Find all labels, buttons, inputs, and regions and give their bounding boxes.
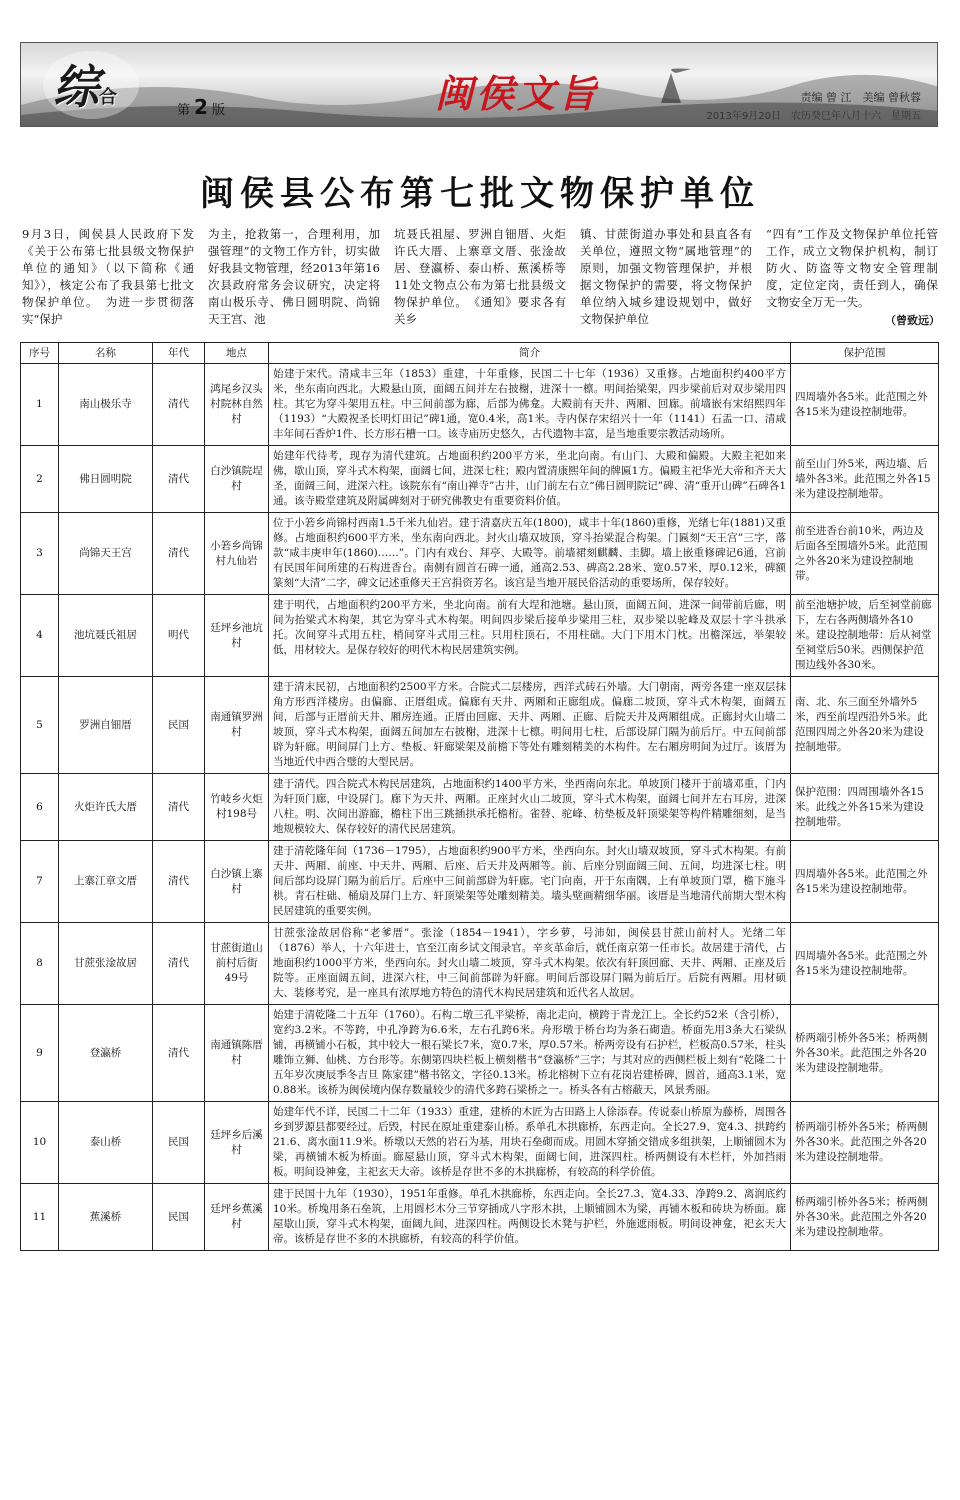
table-row bbox=[21, 513, 939, 595]
lead-column-5: “四有”工作及文物保护单位托管工作，成立文物保护机构，制订防火、防盗等文物安全管理制度，定位定岗，责任到人，确保文物安全万无一失。 bbox=[766, 227, 938, 309]
site-era: 清代 bbox=[153, 513, 205, 595]
site-description: 始建年代待考，现存为清代建筑。占地面积约200平方米，坐北向南。有山门、大殿和偏殿。大殿主祀如来佛，歇山顶，穿斗式木构架，面阔七间，进深七柱；殿内置清康熙年间的牌匾1方。偏殿主祀华光大帝和齐天大圣，面阔三间，进深六柱。该院东有“南山禅寺”古井，山门前左右立“佛日圆明院记”碑、清“重开山碑”石碑各1通。该寺殿堂建筑及附属碑刻对于研究佛教史有重要资料价值。 bbox=[269, 446, 791, 513]
table-row bbox=[21, 923, 939, 1005]
row-number: 5 bbox=[21, 677, 59, 774]
site-protection-scope: 四周墙外各5米。此范围之外各15米为建设控制地带。 bbox=[791, 841, 939, 923]
site-name: 罗洲自钿厝 bbox=[59, 677, 153, 774]
header-description: 简介 bbox=[269, 343, 791, 364]
site-era: 清代 bbox=[153, 364, 205, 446]
site-protection-scope: 桥两端引桥外各5米；桥两侧外各30米。此范围之外各20米为建设控制地带。 bbox=[791, 1005, 939, 1102]
site-description: 始建于宋代。清咸丰三年（1853）重建，十年重修，民国二十七年（1936）又重修。占地面积约400平方米，坐东南向西北。大殿悬山顶，面阔五间并左右披榭，进深十一檩。明间抬梁架，四步梁前后对双步梁用四柱。其它为穿斗架用五柱。中三间前部为廊，后部为佛龛。大殿前有天井、两厢、回廊。前墙嵌有宋绍熙四年（1193）“大殿祝圣长明灯田记”碑1通，宽0.4米，高1米。寺内保存宋绍兴十一年（1141）石盂一口、清咸丰年间石香炉1件、长方形石槽一口。该寺庙历史悠久，古代遗物丰富，是当地重要宗教活动场所。 bbox=[269, 364, 791, 446]
editors-line: 责编 曾 江 美编 曾秋蓉 bbox=[800, 91, 921, 104]
site-era: 清代 bbox=[153, 446, 205, 513]
site-name: 尚锦天王宫 bbox=[59, 513, 153, 595]
header-number: 序号 bbox=[21, 343, 59, 364]
site-protection-scope: 南、北、东三面至外墙外5米，西至前埕西沿外5米。此范围四周之外各20米为建设控制地带。 bbox=[791, 677, 939, 774]
site-name: 甘蔗张淦故居 bbox=[59, 923, 153, 1005]
site-description: 建于民国十九年（1930），1951年重修。单孔木拱廊桥，东西走向。全长27.3、宽4.33、净跨9.2、离润底约10米。桥堍用条石垒筑，上用圆杉木分三节穿插成八字形木拱，上顺铺圆木为梁，再铺木板和砖块为桥面。廊屋歇山顶，穿斗式木构架，面阔九间，进深四柱。两侧设长木凳与护栏，外施遮雨板。明间设神龛，祀玄天大帝。该桥是存世不多的木拱廊桥，有较高的科学价值。 bbox=[269, 1184, 791, 1251]
lead-column-3: 坑聂氏祖屋、罗洲自钿厝、火炬许氏大厝、上寨章文厝、张淦故居、登瀛桥、泰山桥、蕉溪桥等11处文物点公布为第七批县级文物保护单位。 《通知》要求各有关乡 bbox=[394, 227, 566, 326]
table-row bbox=[21, 446, 939, 513]
site-description: 位于小箬乡尚锦村西南1.5千米九仙岩。建于清嘉庆五年(1800)，咸丰十年(1860)重修，光绪七年(1881)又重修。占地面积约600平方米，坐东南向西北。封火山墙双坡顶，穿斗抬梁混合构架。门匾刻“天王宫”三字，落款“咸丰庚申年(1860)……”。门内有戏台、拜亭、大殿等。前墙裙刻麒麟、圭脚。墙上嵌重修碑记6通，宫前有民国年间所建的石构进香台。南侧有圆首石碑一通，通高2.53、碑高2.28米、宽0.57米，厚0.12米，碑额篆刻“大清”二字，碑文记述重修天王宫捐资芳名。该宫是当地开展民俗活动的重要场所，保存较好。 bbox=[269, 513, 791, 595]
byline: （曾致远） bbox=[885, 314, 940, 327]
edition-number: 第 2 版 bbox=[177, 95, 225, 119]
site-name: 池坑聂氏祖居 bbox=[59, 595, 153, 677]
site-name: 泰山桥 bbox=[59, 1102, 153, 1184]
site-protection-scope: 桥两端引桥外各5米；桥两侧外各30米。此范围之外各20米为建设控制地带。 bbox=[791, 1184, 939, 1251]
site-era: 清代 bbox=[153, 774, 205, 841]
site-protection-scope: 四周墙外各5米。此范围之外各15米为建设控制地带。 bbox=[791, 923, 939, 1005]
issue-date: 2013年9月20日 农历癸巳年八月十六 星期五 bbox=[706, 111, 921, 122]
site-description: 建于清代。四合院式木构民居建筑，占地面积约1400平方米，坐西南向东北。单坡顶门楼开于前墙邓重，门内为轩顶门廊，中设屏门。廊下为天井、两厢。正座封火山二坡顶，穿斗式木构架，面阔七间并左右耳房，进深八柱。明、次间出游廊，檐柱下出三跳插拱承托檐桁。雀替、驼峰、枋垫板及轩顶梁架等构件精雕细刻，是当地规模较大、保存较好的清代民居建筑。 bbox=[269, 774, 791, 841]
row-number: 2 bbox=[21, 446, 59, 513]
section-title: 综合 bbox=[53, 60, 115, 114]
site-place: 白沙镇上寨村 bbox=[205, 841, 269, 923]
site-era: 清代 bbox=[153, 841, 205, 923]
editor-credits bbox=[706, 89, 921, 122]
row-number: 8 bbox=[21, 923, 59, 1005]
row-number: 10 bbox=[21, 1102, 59, 1184]
site-protection-scope: 前至山门外5米，两边墙、后墙外各3米。此范围之外各15米为建设控制地带。 bbox=[791, 446, 939, 513]
site-protection-scope: 前至池塘护坡，后至祠堂前廊下，左右各两侧墙外各10米。建设控制地带：后从祠堂至祠堂后50米。西侧保护范围边线外各30米。 bbox=[791, 595, 939, 677]
masthead bbox=[20, 42, 938, 127]
table-row bbox=[21, 1184, 939, 1251]
site-description: 甘蔗张淦故居俗称“老爹厝”。张淦（1854－1941），字乡萝，号沛如，闽侯县甘蔗山前村人。光绪二年（1876）举人，十六年进士，官至江南乡试文闱录官。辛亥革命后，就任南京第一任市长。故居建于清代，占地面积约1000平方米，坐西向东。封火山墙二坡顶，穿斗式木构架。依次有轩顶回廊、天井、两厢、正座及后院等。正座面阔五间，进深六柱，中三间前部辟为轩廊。明间后部设屏门隔为前后厅。后院有两厢。用材硕大、装修考究，是一座具有浓厚地方特色的清代木构民居建筑和近代名人故居。 bbox=[269, 923, 791, 1005]
site-place: 廷坪乡池坑村 bbox=[205, 595, 269, 677]
row-number: 7 bbox=[21, 841, 59, 923]
table-header-row bbox=[21, 343, 939, 364]
site-name: 上寨江章文厝 bbox=[59, 841, 153, 923]
table-row bbox=[21, 595, 939, 677]
site-place: 白沙镇院埕村 bbox=[205, 446, 269, 513]
heritage-table bbox=[20, 342, 939, 1251]
site-protection-scope: 保护范围：四周围墙外各15米。此线之外各15米为建设控制地带。 bbox=[791, 774, 939, 841]
site-name: 蕉溪桥 bbox=[59, 1184, 153, 1251]
row-number: 9 bbox=[21, 1005, 59, 1102]
heritage-table-container bbox=[20, 342, 938, 1251]
article-headline: 闽侯县公布第七批文物保护单位 bbox=[200, 174, 760, 214]
table-row bbox=[21, 1102, 939, 1184]
site-era: 民国 bbox=[153, 677, 205, 774]
site-description: 始建于清乾隆二十五年（1760）。石构二墩三孔平梁桥，南北走向，横跨于青龙江上。全长约52米（含引桥），宽约3.2米。不等跨，中孔净跨为6.6米，左右孔跨6米。舟形墩于桥台均为条石砌造。桥面先用3条大石梁纵铺，再横铺小石板，其中较大一根石梁长7米，宽0.7米，厚0.57米。桥两旁设有石护栏，栏板高0.57米，柱头雕饰立狮、仙桃、方台形等。东侧第四块栏板上横刻楷书“登瀛桥”三字；与其对应的西侧栏板上刻有“乾隆二十五年岁次庚辰季冬吉旦 陈家建”楷书铭文，字径0.13米。桥北榕树下立有花岗岩建桥碑，圆首，通高3.1米，宽0.88米。该桥为闽侯境内保存数量较少的清代多跨石梁桥之一。桥头各有古榕蔽天，风景秀丽。 bbox=[269, 1005, 791, 1102]
row-number: 6 bbox=[21, 774, 59, 841]
site-protection-scope: 桥两端引桥外各5米；桥两侧外各30米。此范围之外各20米为建设控制地带。 bbox=[791, 1102, 939, 1184]
site-name: 佛日圆明院 bbox=[59, 446, 153, 513]
table-row bbox=[21, 841, 939, 923]
row-number: 11 bbox=[21, 1184, 59, 1251]
table-row bbox=[21, 364, 939, 446]
site-description: 建于清乾隆年间（1736－1795），占地面积约900平方米，坐西向东。封火山墙双坡顶，穿斗式木构架。有前天井、两厢、前座、中天井、两厢、后座、后天井及两厢等。前、后座分别面阔三间、五间，均进深七柱。明间后部均设屏门隔为前后厅。后座中三间前部辟为轩廊。宅门向南，开于东南隅，上有单坡顶门罩，檐下施斗栱。青石柱础、桶扇及屏门上方、轩顶梁架等处雕刻精美。墙头壁画精细华丽。该厝是当地清代前期大型木构民居建筑的重要实例。 bbox=[269, 841, 791, 923]
site-era: 民国 bbox=[153, 1184, 205, 1251]
site-place: 廷坪乡后溪村 bbox=[205, 1102, 269, 1184]
site-era: 清代 bbox=[153, 1005, 205, 1102]
site-place: 鸿尾乡汉头村院林自然村 bbox=[205, 364, 269, 446]
newspaper-name: 闽侯文旨 bbox=[435, 71, 600, 116]
lead-column-4: 镇、甘蔗街道办事处和县直各有关单位，遵照文物“属地管理”的原则，加强文物管理保护，并根据文物保护的需要，将文物保护单位纳入城乡建设规划中，做好文物保护单位 bbox=[580, 227, 752, 326]
site-era: 民国 bbox=[153, 1102, 205, 1184]
site-protection-scope: 四周墙外各5米。此范围之外各15米为建设控制地带。 bbox=[791, 364, 939, 446]
site-era: 明代 bbox=[153, 595, 205, 677]
header-place: 地点 bbox=[205, 343, 269, 364]
site-description: 建于清末民初，占地面积约2500平方米。合院式二层楼房，西洋式砖石外墙。大门朝南，两旁各建一座双层抹角方形西洋楼房。由偏廊、正厝组成。偏廊有天井、两厢和正廊组成。偏廊二坡顶，穿斗式木构架，面阔五间，后部与正厝前天井、厢房连通。正厝由回廊、天井、两厢、正廊、后院天井及两厢组成。正廊封火山墙二坡顶，穿斗式木构架，面阔五间加左右披榭，进深十七檩。明间用七柱，后部设屏门隔为前后厅。中五间前部辟为轩廊。明间屏门上方、垫板、轩廊梁架及前檐下等处有雕刻精美的木构件。左右厢房明间为过厅。该厝为当地近代中西合璧的大型民居。 bbox=[269, 677, 791, 774]
row-number: 3 bbox=[21, 513, 59, 595]
row-number: 1 bbox=[21, 364, 59, 446]
site-place: 南通镇陈厝村 bbox=[205, 1005, 269, 1102]
site-place: 甘蔗街道山前村后街49号 bbox=[205, 923, 269, 1005]
site-place: 廷坪乡蕉溪村 bbox=[205, 1184, 269, 1251]
table-row bbox=[21, 774, 939, 841]
table-row bbox=[21, 1005, 939, 1102]
article-lead bbox=[22, 226, 938, 328]
site-place: 竹岐乡火炬村198号 bbox=[205, 774, 269, 841]
site-description: 建于明代，占地面积约200平方米，坐北向南。前有大埕和池塘。悬山顶，面阔五间，进深一间带前后廊，明间为抬梁式木构架，其它为穿斗式木构架。明间四步梁后接单步梁用三柱，双步梁以驼峰及双层十字斗拱承托。次间穿斗式用五柱，梢间穿斗式用三柱。只用柱顶石，不用柱础。大门下用木门枕。出檐深远，举架较低，用材较大。是保存较好的明代木构民居建筑实例。 bbox=[269, 595, 791, 677]
lead-column-1: 9月3日，闽侯县人民政府下发《关于公布第七批县级文物保护单位的通知》（以下简称《通知》），核定公布了我县第七批文物保护单位。 为进一步贯彻落实“保护 bbox=[22, 227, 194, 326]
header-protection-scope: 保护范围 bbox=[791, 343, 939, 364]
header-name: 名称 bbox=[59, 343, 153, 364]
site-protection-scope: 前至进香台前10米，两边及后面各至围墙外5米。此范围之外各20米为建设控制地带。 bbox=[791, 513, 939, 595]
site-name: 南山极乐寺 bbox=[59, 364, 153, 446]
site-description: 始建年代不详，民国二十二年（1933）重建，建桥的木匠为古田路上人徐添春。传说泰山桥原为藤桥，周围各乡到罗源县都要经过。后毁，村民在原址重建泰山桥。系单孔木拱廊桥，东西走向。全长27.9、宽4.3、拱跨约21.6、离水面11.9米。桥墩以天然的岩石为基，用块石垒砌而成。用圆木穿插交错成多组拱架，上顺铺圆木为梁，再横铺木板为桥面。廊屋悬山顶，穿斗式木构架，面阔七间，进深四柱。桥两侧设有木栏杆，外加挡雨板。明间设神龛，主祀玄天大帝。该桥是存世不多的木拱廊桥，有较高的科学价值。 bbox=[269, 1102, 791, 1184]
site-place: 小箬乡尚锦村九仙岩 bbox=[205, 513, 269, 595]
site-name: 登瀛桥 bbox=[59, 1005, 153, 1102]
site-place: 南通镇罗洲村 bbox=[205, 677, 269, 774]
site-era: 清代 bbox=[153, 923, 205, 1005]
site-name: 火炬许氏大厝 bbox=[59, 774, 153, 841]
header-era: 年代 bbox=[153, 343, 205, 364]
row-number: 4 bbox=[21, 595, 59, 677]
lead-column-2: 为主，抢救第一，合理利用，加强管理”的文物工作方针，切实做好我县文物管理，经2013年第16次县政府常务会议研究，决定将南山极乐寺、佛日圆明院、尚锦天王宫、池 bbox=[208, 227, 380, 326]
table-row bbox=[21, 677, 939, 774]
